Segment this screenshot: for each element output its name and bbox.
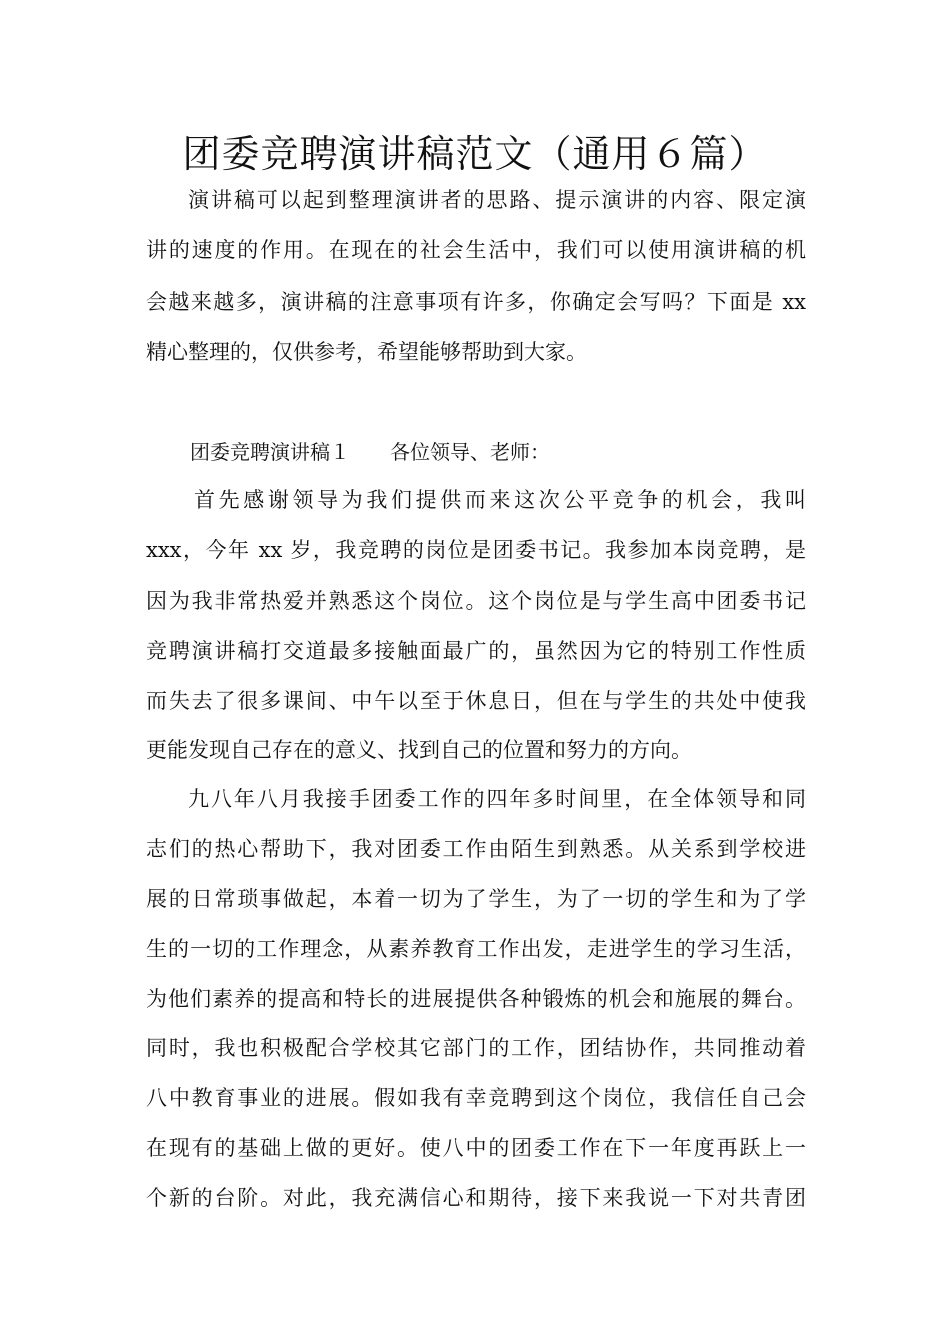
paragraph-line: 个新的台阶。对此，我充满信心和期待，接下来我说一下对共青团 bbox=[146, 1186, 806, 1210]
salutation: 各位领导、老师： bbox=[390, 440, 550, 464]
paragraph-line: 因为我非常热爱并熟悉这个岗位。这个岗位是与学生高中团委书记 bbox=[146, 589, 806, 613]
paragraph-line: xxx，今年 xx 岁，我竞聘的岗位是团委书记。我参加本岗竞聘，是 bbox=[146, 538, 806, 562]
intro-line: 讲的速度的作用。在现在的社会生活中，我们可以使用演讲稿的机 bbox=[146, 238, 806, 262]
paragraph-line: 生的一切的工作理念，从素养教育工作出发，走进学生的学习生活， bbox=[146, 937, 806, 961]
paragraph-line: 更能发现自己存在的意义、找到自己的位置和努力的方向。 bbox=[146, 738, 692, 762]
paragraph-line: 志们的热心帮助下，我对团委工作由陌生到熟悉。从关系到学校进 bbox=[146, 837, 806, 861]
intro-line: 演讲稿可以起到整理演讲者的思路、提示演讲的内容、限定演 bbox=[188, 188, 806, 212]
paragraph-line: 九八年八月我接手团委工作的四年多时间里，在全体领导和同 bbox=[188, 787, 806, 811]
paragraph-line: 为他们素养的提高和特长的进展提供各种锻炼的机会和施展的舞台。 bbox=[146, 987, 806, 1011]
paragraph-line: 同时，我也积极配合学校其它部门的工作，团结协作，共同推动着 bbox=[146, 1036, 806, 1060]
section-heading-row bbox=[190, 437, 550, 467]
paragraph-line: 展的日常琐事做起，本着一切为了学生，为了一切的学生和为了学 bbox=[146, 887, 806, 911]
intro-line: 精心整理的，仅供参考，希望能够帮助到大家。 bbox=[146, 340, 587, 364]
section-heading: 团委竞聘演讲稿１ bbox=[190, 440, 350, 464]
paragraph-line: 在现有的基础上做的更好。使八中的团委工作在下一年度再跃上一 bbox=[146, 1136, 806, 1160]
paragraph-line: 而失去了很多课间、中午以至于休息日，但在与学生的共处中使我 bbox=[146, 689, 806, 713]
paragraph-line: 竞聘演讲稿打交道最多接触面最广的，虽然因为它的特别工作性质 bbox=[146, 639, 806, 663]
paragraph-line: 八中教育事业的进展。假如我有幸竞聘到这个岗位，我信任自己会 bbox=[146, 1086, 806, 1110]
intro-line: 会越来越多，演讲稿的注意事项有许多，你确定会写吗？下面是 xx bbox=[146, 290, 806, 314]
paragraph-line: 首先感谢领导为我们提供而来这次公平竞争的机会，我叫 bbox=[194, 488, 806, 512]
document-title: 团委竞聘演讲稿范文（通用６篇） bbox=[182, 132, 768, 176]
